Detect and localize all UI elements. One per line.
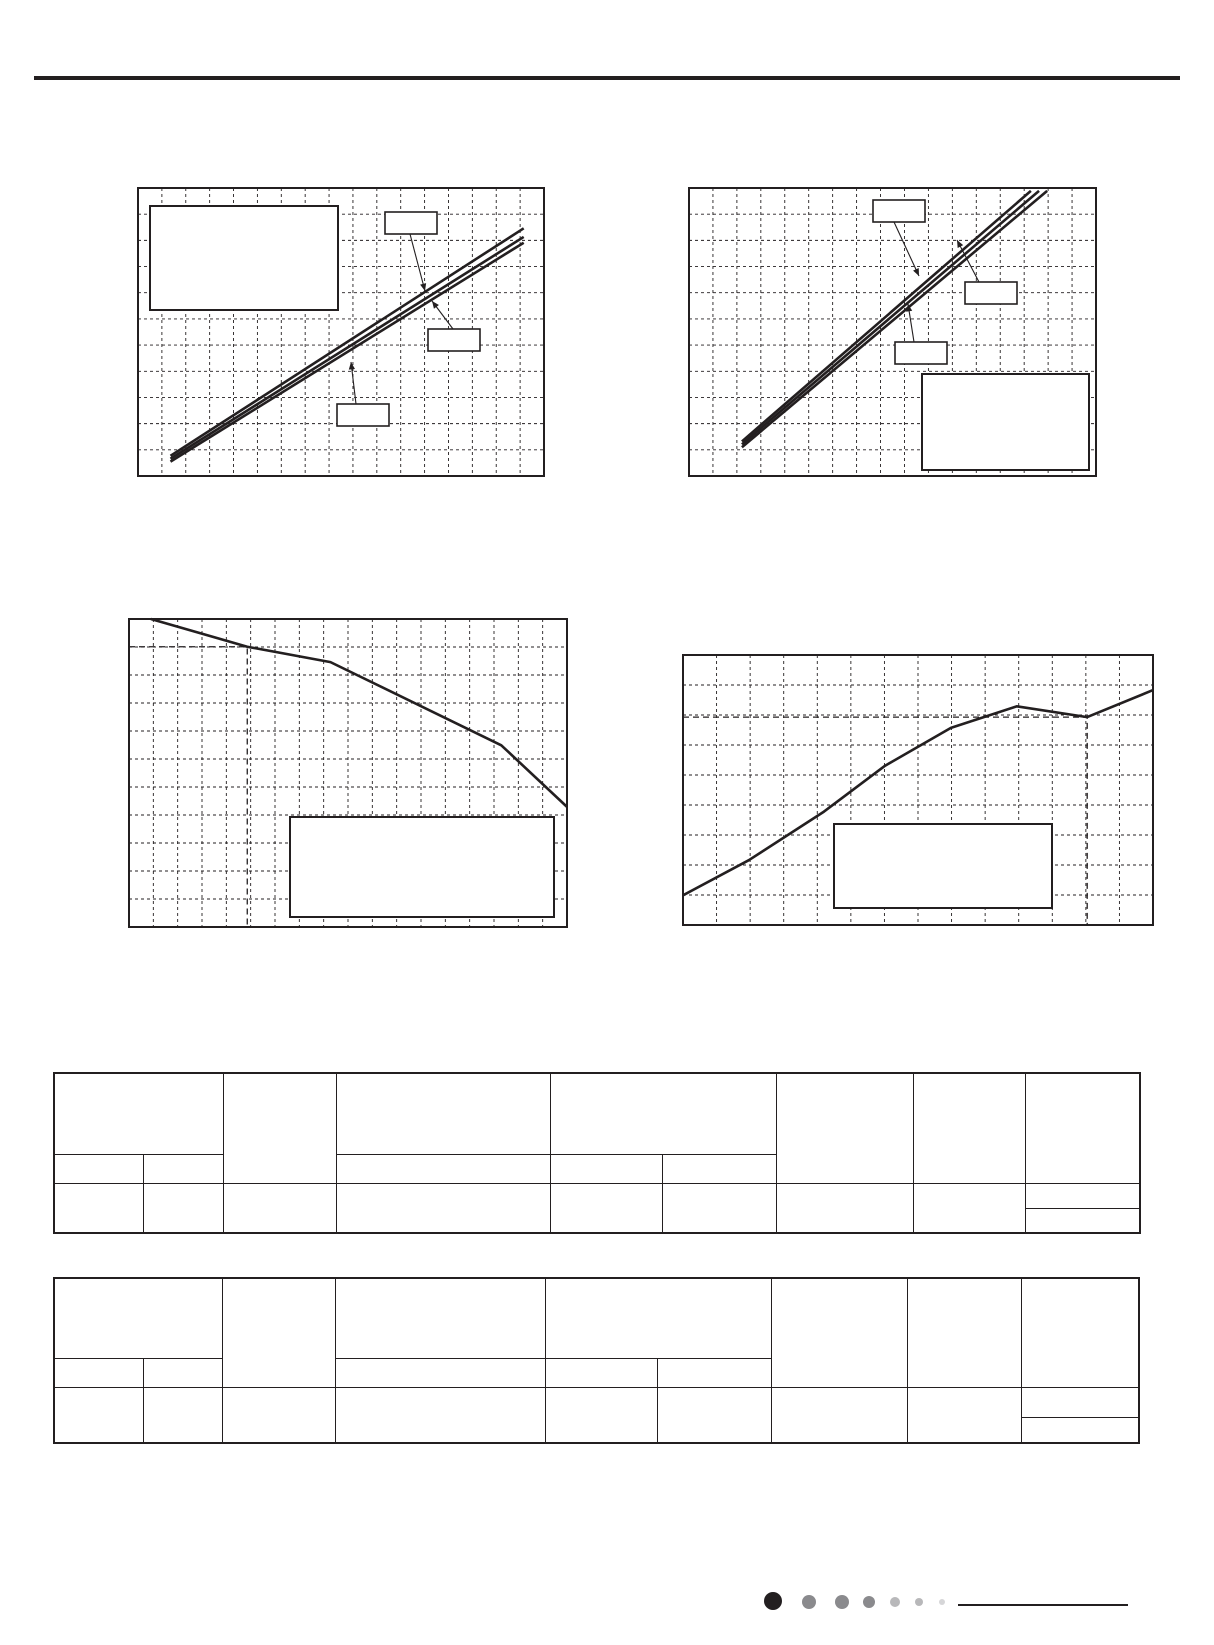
series-label-box-1 xyxy=(385,212,437,234)
table-header-cell xyxy=(336,1073,550,1154)
page-number-rule xyxy=(958,1604,1128,1606)
table-cell xyxy=(143,1183,223,1233)
table-cell xyxy=(662,1183,776,1233)
legend-box xyxy=(290,817,554,917)
arrowhead xyxy=(349,362,355,370)
series-label-box-2 xyxy=(965,282,1017,304)
table-cell xyxy=(776,1183,913,1233)
table-cell xyxy=(223,1183,336,1233)
legend-box xyxy=(150,206,338,310)
page-dot xyxy=(939,1599,945,1605)
table-cell xyxy=(336,1183,550,1233)
table-header-cell xyxy=(222,1278,335,1387)
table-cell xyxy=(913,1183,1025,1233)
series-label-box-3 xyxy=(337,404,389,426)
top-rule xyxy=(34,76,1180,80)
table-header-cell xyxy=(913,1073,1025,1183)
table-cell xyxy=(222,1387,335,1443)
table-subheader-cell xyxy=(550,1154,662,1183)
table-cell xyxy=(545,1387,657,1443)
table-cell xyxy=(907,1387,1021,1443)
table-cell xyxy=(54,1183,143,1233)
table-cell xyxy=(1021,1387,1139,1417)
spec-table-upper xyxy=(53,1072,1141,1234)
table-header-cell xyxy=(1021,1278,1139,1387)
table-cell xyxy=(1025,1208,1140,1233)
leader-line xyxy=(410,234,425,291)
table-cell xyxy=(143,1387,222,1443)
chart-middle-right xyxy=(683,655,1153,925)
table-cell xyxy=(550,1183,662,1233)
table-header-cell xyxy=(907,1278,1021,1387)
table-header-cell xyxy=(771,1278,907,1387)
table-header-cell xyxy=(776,1073,913,1183)
series-label-box-3 xyxy=(895,342,947,364)
page-dot xyxy=(863,1596,875,1608)
chart-middle-left xyxy=(129,619,567,927)
table-cell xyxy=(657,1387,771,1443)
table-header-cell xyxy=(1025,1073,1140,1183)
table-header-cell xyxy=(54,1278,222,1358)
spec-table-lower xyxy=(53,1277,1140,1444)
page-dot xyxy=(890,1597,900,1607)
table-subheader-cell xyxy=(545,1358,657,1387)
page-dot xyxy=(915,1598,923,1606)
table-header-cell xyxy=(550,1073,776,1154)
table-cell xyxy=(54,1387,143,1443)
legend-box xyxy=(922,374,1089,470)
leader-line xyxy=(894,222,919,276)
table-subheader-cell xyxy=(54,1154,143,1183)
page-dot xyxy=(802,1595,816,1609)
table-header-cell xyxy=(335,1278,545,1358)
page-dot xyxy=(835,1595,849,1609)
table-cell xyxy=(1021,1417,1139,1443)
table-subheader-cell xyxy=(662,1154,776,1183)
table-cell xyxy=(1025,1183,1140,1208)
legend-box xyxy=(834,824,1052,908)
table-subheader-cell xyxy=(336,1154,550,1183)
series-label-box-2 xyxy=(428,329,480,351)
table-subheader-cell xyxy=(143,1154,223,1183)
arrowhead xyxy=(432,301,439,309)
table-header-cell xyxy=(545,1278,771,1358)
table-cell xyxy=(771,1387,907,1443)
page-dot xyxy=(764,1592,782,1610)
table-subheader-cell xyxy=(143,1358,222,1387)
chart-upper-right xyxy=(689,188,1096,476)
reference-line xyxy=(129,647,247,927)
table-subheader-cell xyxy=(657,1358,771,1387)
chart-upper-left xyxy=(138,188,544,476)
series-label-box-1 xyxy=(873,200,925,222)
table-header-cell xyxy=(54,1073,223,1154)
table-cell xyxy=(335,1387,545,1443)
table-subheader-cell xyxy=(335,1358,545,1387)
table-subheader-cell xyxy=(54,1358,143,1387)
table-header-cell xyxy=(223,1073,336,1183)
